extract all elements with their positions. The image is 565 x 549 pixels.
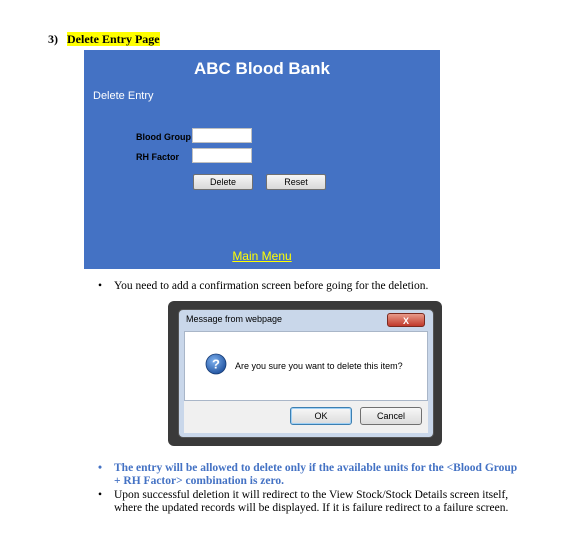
- delete-entry-mockup: [84, 50, 440, 269]
- svg-text:?: ?: [212, 356, 220, 372]
- delete-rule-note: [94, 462, 554, 488]
- redirect-line2: where the updated records will be displayed. If it is failure redirect to a failure screen.: [114, 502, 509, 514]
- cancel-button[interactable]: Cancel: [360, 407, 422, 425]
- redirect-line1: Upon successful deletion it will redirect to the View Stock/Stock Details screen itself,: [114, 489, 509, 501]
- delete-button[interactable]: Delete: [193, 174, 253, 190]
- confirm-dialog: [178, 309, 434, 438]
- rh-factor-input[interactable]: [192, 148, 252, 163]
- confirmation-note-text: You need to add a confirmation screen before going for the deletion.: [114, 280, 429, 292]
- rh-factor-label: RH Factor: [136, 152, 180, 162]
- dialog-footer: [184, 401, 428, 433]
- blood-group-input[interactable]: [192, 128, 252, 143]
- redirect-note: [94, 489, 554, 515]
- dialog-message: Are you sure you want to delete this item?: [235, 361, 403, 371]
- close-icon[interactable]: X: [387, 313, 425, 327]
- section-heading: [48, 32, 160, 47]
- ok-button[interactable]: OK: [290, 407, 352, 425]
- section-title: Delete Entry Page: [67, 32, 160, 46]
- delete-rule-line1: The entry will be allowed to delete only if the available units for the <Blood Group: [114, 462, 518, 474]
- question-icon: [205, 353, 227, 375]
- confirmation-note: [94, 280, 544, 293]
- section-number: 3): [48, 32, 58, 46]
- app-title: ABC Blood Bank: [194, 59, 330, 78]
- dialog-title: Message from webpage: [186, 314, 283, 324]
- page-subtitle: Delete Entry: [93, 90, 154, 102]
- delete-rule-line2: + RH Factor> combination is zero.: [114, 475, 285, 487]
- blood-group-label: Blood Group: [136, 132, 191, 142]
- reset-button[interactable]: Reset: [266, 174, 326, 190]
- main-menu-link[interactable]: Main Menu: [232, 249, 292, 263]
- dialog-body: [184, 331, 428, 401]
